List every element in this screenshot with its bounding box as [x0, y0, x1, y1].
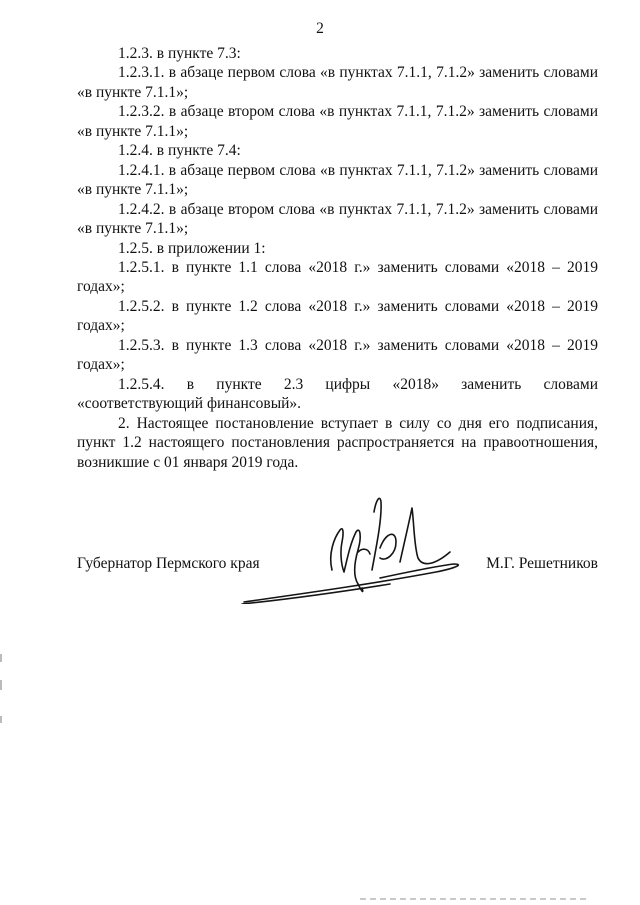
paragraph-1-2-5-4: 1.2.5.4. в пункте 2.3 цифры «2018» заменить словами «соответствующий финансовый». — [77, 375, 598, 413]
scan-bottom-artifact — [360, 898, 590, 900]
scan-edge-mark — [0, 716, 2, 723]
paragraph-1-2-5: 1.2.5. в приложении 1: — [118, 239, 266, 257]
handwritten-signature — [240, 492, 480, 604]
page-number: 2 — [316, 20, 324, 37]
paragraph-1-2-4: 1.2.4. в пункте 7.4: — [118, 142, 241, 160]
paragraph-2: 2. Настоящее постановление вступает в силу со дня его подписания, пункт 1.2 настоящего постановления распространяется на правоотношения, возникшие с 01 января 2019 года. — [77, 414, 598, 471]
signer-position: Губернатор Пермского края — [77, 555, 260, 572]
document-body — [77, 44, 598, 472]
paragraph-1-2-5-3: 1.2.5.3. в пункте 1.3 слова «2018 г.» заменить словами «2018 – 2019 годах»; — [77, 336, 598, 374]
paragraph-1-2-4-1: 1.2.4.1. в абзаце первом слова «в пунктах 7.1.1, 7.1.2» заменить словами «в пункте 7.1.1»; — [77, 161, 598, 199]
signature-block — [77, 555, 598, 575]
scan-edge-mark — [0, 680, 2, 690]
paragraph-1-2-3-2: 1.2.3.2. в абзаце втором слова «в пунктах 7.1.1, 7.1.2» заменить словами «в пункте 7.1.1»; — [77, 103, 598, 140]
paragraph-1-2-5-2: 1.2.5.2. в пункте 1.2 слова «2018 г.» заменить словами «2018 – 2019 годах»; — [77, 297, 598, 335]
paragraph-1-2-3: 1.2.3. в пункте 7.3: — [118, 45, 241, 62]
scan-edge-mark — [0, 654, 2, 662]
paragraph-1-2-4-2: 1.2.4.2. в абзаце втором слова «в пунктах 7.1.1, 7.1.2» заменить словами «в пункте 7.1.1»; — [77, 200, 598, 238]
paragraph-1-2-3-1: 1.2.3.1. в абзаце первом слова «в пунктах 7.1.1, 7.1.2» заменить словами «в пункте 7.1.1»; — [77, 64, 598, 101]
signer-name: М.Г. Решетников — [486, 555, 598, 572]
paragraph-1-2-5-1: 1.2.5.1. в пункте 1.1 слова «2018 г.» заменить словами «2018 – 2019 годах»; — [77, 258, 598, 296]
